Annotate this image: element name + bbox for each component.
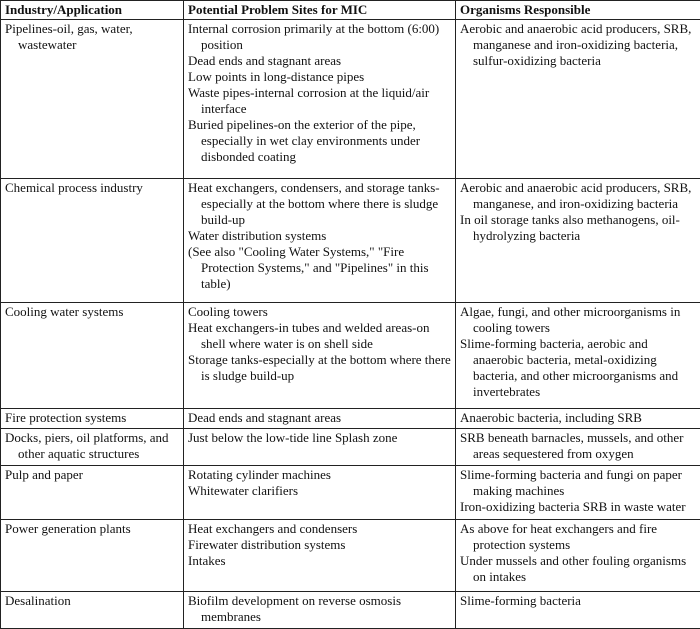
table-row xyxy=(1,302,700,409)
site-entry: Storage tanks-especially at the bottom where there is sludge build-up xyxy=(188,351,451,383)
organisms-cell xyxy=(456,591,700,628)
industry-label: Pipelines-oil, gas, water, wastewater xyxy=(5,21,133,52)
site-entry: Firewater distribution systems xyxy=(188,537,346,553)
site-entry: Water distribution systems xyxy=(188,227,327,243)
site-entry: Buried pipelines-on the exterior of the pipe, especially in wet clay environments under disbonded coating xyxy=(188,117,421,164)
site-entry: Just below the low-tide line Splash zone xyxy=(188,429,398,445)
site-entry: Intakes xyxy=(188,553,226,569)
industry-label: Pulp and paper xyxy=(5,466,83,482)
table-row xyxy=(1,591,700,628)
industry-cell xyxy=(1,178,184,302)
sites-cell xyxy=(184,178,456,302)
table-row xyxy=(1,428,700,465)
organism-entry: Slime-forming bacteria and fungi on paper making machines xyxy=(460,466,683,498)
sites-cell xyxy=(184,409,456,429)
site-entry: Biofilm development on reverse osmosis membranes xyxy=(188,592,402,624)
site-entry: Heat exchangers and condensers xyxy=(188,521,358,537)
sites-cell xyxy=(184,465,456,519)
table-row xyxy=(1,520,700,592)
organism-entry: Under mussels and other fouling organisms on intakes xyxy=(460,553,687,585)
organisms-cell xyxy=(456,302,700,409)
sites-cell xyxy=(184,20,456,179)
organisms-cell xyxy=(456,520,700,592)
organism-entry: SRB beneath barnacles, mussels, and other areas sequestered from oxygen xyxy=(460,429,684,461)
sites-cell xyxy=(184,302,456,409)
site-entry: Whitewater clarifiers xyxy=(188,482,299,498)
industry-label: Power generation plants xyxy=(5,521,131,537)
header-industry: Industry/Application xyxy=(1,1,184,20)
industry-label: Docks, piers, oil platforms, and other aquatic structures xyxy=(5,429,169,461)
industry-cell xyxy=(1,428,184,465)
industry-cell xyxy=(1,591,184,628)
site-entry: Heat exchangers-in tubes and welded areas-on shell where water is on shell side xyxy=(188,319,430,351)
site-entry: Dead ends and stagnant areas xyxy=(188,53,342,68)
organism-entry: Aerobic and anaerobic acid producers, SRB, manganese, and iron-oxidizing bacteria xyxy=(460,179,692,211)
header-problem-sites: Potential Problem Sites for MIC xyxy=(184,1,456,20)
organism-entry: As above for heat exchangers and fire protection systems xyxy=(460,521,658,553)
organism-entry: Iron-oxidizing bacteria SRB in waste water xyxy=(460,498,686,514)
organism-entry: Anaerobic bacteria, including SRB xyxy=(460,410,642,426)
industry-cell xyxy=(1,20,184,179)
industry-cell xyxy=(1,409,184,429)
site-entry: Internal corrosion primarily at the bottom (6:00) position xyxy=(188,21,440,52)
organisms-cell xyxy=(456,465,700,519)
industry-cell xyxy=(1,520,184,592)
table-row xyxy=(1,20,700,179)
site-entry: Dead ends and stagnant areas xyxy=(188,410,342,426)
site-entry: Low points in long-distance pipes xyxy=(188,69,365,84)
organism-entry: Slime-forming bacteria xyxy=(460,592,581,608)
table-row xyxy=(1,409,700,429)
site-entry: (See also "Cooling Water Systems," "Fire Protection Systems," and "Pipelines" in this table) xyxy=(188,243,429,291)
table-row xyxy=(1,178,700,302)
organisms-cell xyxy=(456,178,700,302)
organism-entry: Slime-forming bacteria, aerobic and anaerobic bacteria, metal-oxidizing bacteria, and other microorganisms and invertebrates xyxy=(460,335,679,399)
organisms-cell xyxy=(456,409,700,429)
industry-label: Fire protection systems xyxy=(5,410,127,426)
industry-label: Cooling water systems xyxy=(5,303,124,319)
organisms-cell xyxy=(456,428,700,465)
sites-cell xyxy=(184,520,456,592)
site-entry: Heat exchangers, condensers, and storage tanks-especially at the bottom where there is sludge build-up xyxy=(188,179,440,227)
industry-label: Chemical process industry xyxy=(5,179,143,195)
site-entry: Waste pipes-internal corrosion at the liquid/air interface xyxy=(188,85,430,116)
industry-label: Desalination xyxy=(5,592,71,608)
organisms-cell xyxy=(456,20,700,179)
site-entry: Rotating cylinder machines xyxy=(188,466,331,482)
industry-cell xyxy=(1,302,184,409)
organism-entry: In oil storage tanks also methanogens, oil-hydrolyzing bacteria xyxy=(460,211,680,243)
sites-cell xyxy=(184,591,456,628)
header-organisms: Organisms Responsible xyxy=(456,1,700,20)
sites-cell xyxy=(184,428,456,465)
organism-entry: Aerobic and anaerobic acid producers, SRB, manganese and iron-oxidizing bacteria, sulfur-oxidizing bacteria xyxy=(460,21,692,68)
header-row xyxy=(1,1,700,20)
site-entry: Cooling towers xyxy=(188,303,268,319)
industry-cell xyxy=(1,465,184,519)
organism-entry: Algae, fungi, and other microorganisms in cooling towers xyxy=(460,303,681,335)
table-row xyxy=(1,465,700,519)
